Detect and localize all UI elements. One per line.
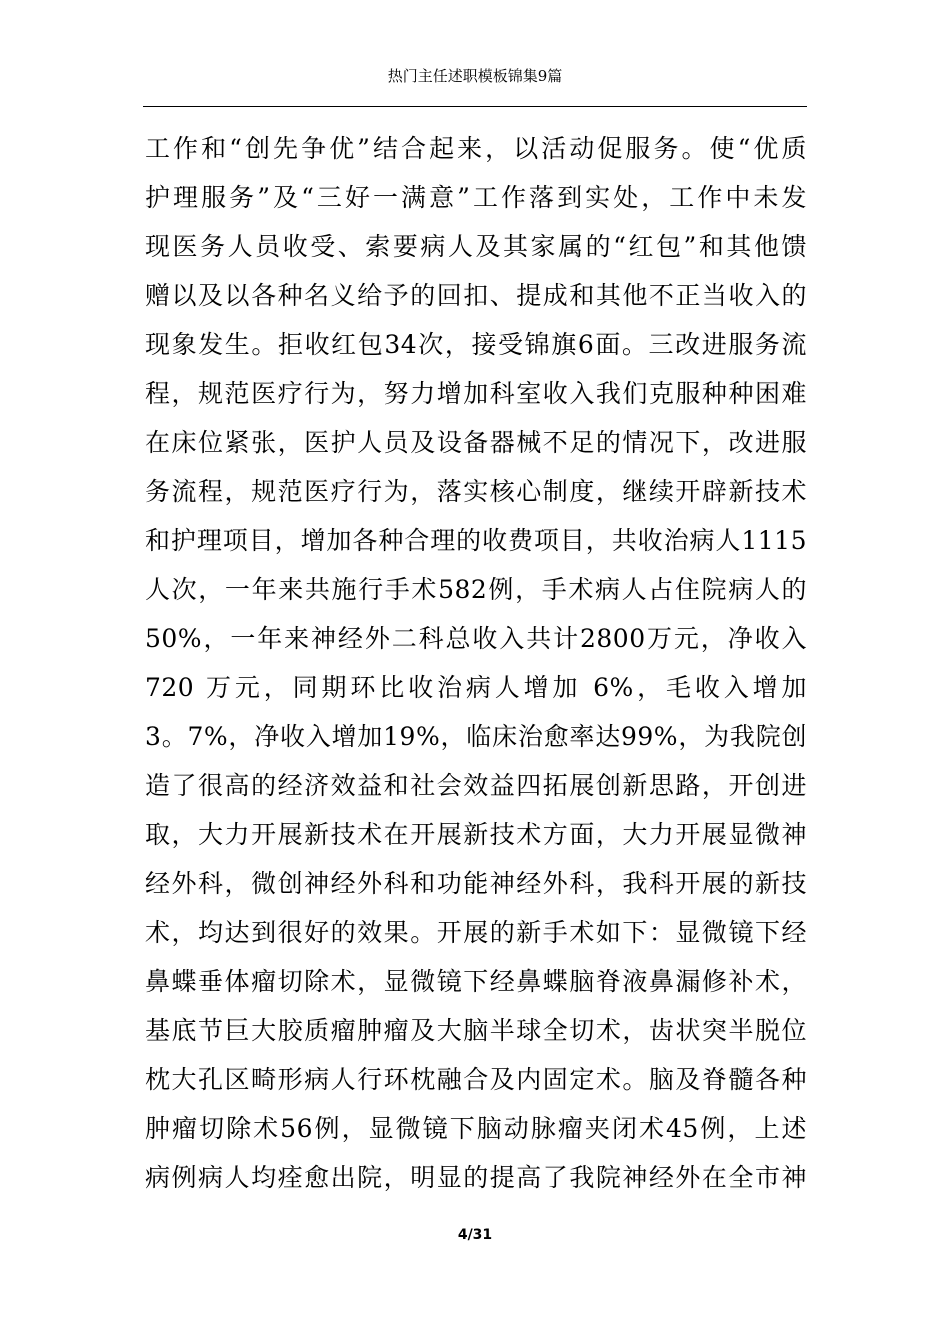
text-line: 720 万元，同期环比收治病人增加 6%，毛收入增加 (145, 673, 807, 702)
text-line: 鼻蝶垂体瘤切除术，显微镜下经鼻蝶脑脊液鼻漏修补术， (145, 967, 807, 996)
text-line: 肿瘤切除术56例，显微镜下脑动脉瘤夹闭术45例，上述 (145, 1114, 807, 1143)
text-line: 取，大力开展新技术在开展新技术方面，大力开展显微神 (145, 820, 807, 849)
text-line: 现医务人员收受、索要病人及其家属的“红包”和其他馈 (145, 232, 807, 261)
text-line: 工作和“创先争优”结合起来，以活动促服务。使“优质 (145, 134, 807, 163)
text-line: 务流程，规范医疗行为，落实核心制度，继续开辟新技术 (145, 477, 807, 506)
text-line: 赠以及以各种名义给予的回扣、提成和其他不正当收入的 (145, 281, 807, 310)
text-line: 经外科，微创神经外科和功能神经外科，我科开展的新技 (145, 869, 807, 898)
text-line: 造了很高的经济效益和社会效益四拓展创新思路，开创进 (145, 771, 807, 800)
page-header-title: 热门主任述职模板锦集9篇 (387, 67, 563, 85)
text-line: 在床位紧张，医护人员及设备器械不足的情况下，改进服 (145, 428, 807, 457)
text-line: 50%，一年来神经外二科总收入共计2800万元，净收入 (145, 624, 807, 653)
text-line: 基底节巨大胶质瘤肿瘤及大脑半球全切术，齿状突半脱位 (145, 1016, 807, 1045)
text-line: 病例病人均痊愈出院，明显的提高了我院神经外在全市神 (145, 1163, 807, 1192)
text-line: 和护理项目，增加各种合理的收费项目，共收治病人1115 (145, 526, 807, 555)
text-line: 枕大孔区畸形病人行环枕融合及内固定术。脑及脊髓各种 (145, 1065, 807, 1094)
page-number: 4/31 (457, 1227, 493, 1243)
header-divider (143, 106, 807, 107)
text-line: 3。7%，净收入增加19%，临床治愈率达99%，为我院创 (145, 722, 807, 751)
text-line: 护理服务”及“三好一满意”工作落到实处，工作中未发 (145, 183, 807, 212)
text-line: 术，均达到很好的效果。开展的新手术如下：显微镜下经 (145, 918, 807, 947)
body-text (145, 124, 807, 1202)
text-line: 人次，一年来共施行手术582例，手术病人占住院病人的 (145, 575, 807, 604)
text-line: 程，规范医疗行为，努力增加科室收入我们克服种种困难 (145, 379, 807, 408)
text-line: 现象发生。拒收红包34次，接受锦旗6面。三改进服务流 (145, 330, 807, 359)
